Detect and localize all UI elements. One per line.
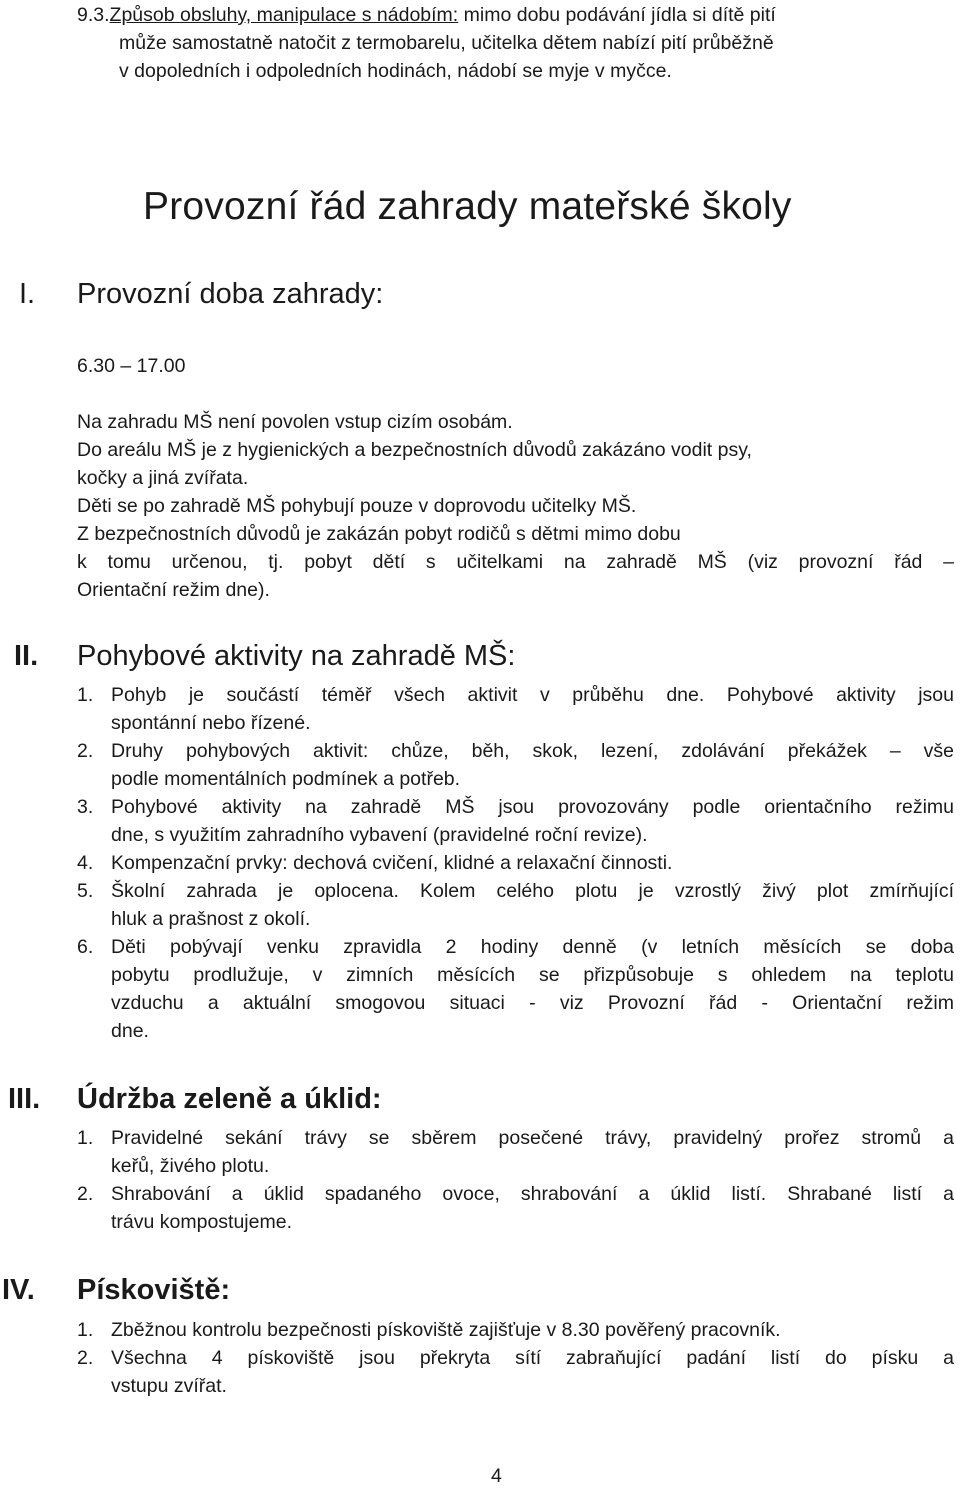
page-number: 4 — [491, 1465, 502, 1487]
section-1-title: Provozní doba zahrady: — [77, 278, 384, 310]
section-3-number: III. — [8, 1083, 41, 1115]
list-item-cont: spontánní nebo řízené. — [111, 712, 311, 734]
section-2-number: II. — [14, 640, 39, 672]
list-item-cont: dne, s využitím zahradního vybavení (pravidelné roční revize). — [111, 824, 648, 846]
page-title: Provozní řád zahrady mateřské školy — [143, 185, 792, 228]
list-item-cont: vstupu zvířat. — [111, 1375, 227, 1397]
intro-number: 9.3. — [77, 4, 110, 26]
intro-label: Způsob obsluhy, manipulace s nádobím: — [109, 4, 459, 26]
section-4-title: Pískoviště: — [77, 1274, 231, 1306]
opening-hours: 6.30 – 17.00 — [77, 355, 186, 377]
list-item-cont: keřů, živého plotu. — [111, 1155, 270, 1177]
section-2-title: Pohybové aktivity na zahradě MŠ: — [77, 640, 516, 672]
intro-line-2: může samostatně natočit z termobarelu, učitelka dětem nabízí pití průběžně — [119, 32, 774, 54]
intro-line-1 — [77, 1, 776, 29]
intro-line-3: v dopoledních i odpoledních hodinách, nádobí se myje v myčce. — [119, 60, 672, 82]
section-1-line-4: Děti se po zahradě MŠ pohybují pouze v doprovodu učitelky MŠ. — [77, 495, 637, 517]
section-1-line-7: Orientační režim dne). — [77, 579, 270, 601]
section-4-number: IV. — [2, 1274, 35, 1306]
list-item-cont: vzduchu a aktuální smogovou situaci - viz Provozní řád - Orientační režim — [111, 992, 954, 1014]
list-item-cont: podle momentálních podmínek a potřeb. — [111, 768, 461, 790]
section-3-title: Údržba zeleně a úklid: — [77, 1083, 382, 1115]
section-1-number: I. — [19, 278, 36, 310]
section-1-line-1: Na zahradu MŠ není povolen vstup cizím osobám. — [77, 411, 513, 433]
list-item-cont: pobytu prodlužuje, v zimních měsících se přizpůsobuje s ohledem na teplotu — [111, 964, 954, 986]
intro-line1-rest: mimo dobu podávání jídla si dítě pití — [458, 4, 776, 26]
list-item-cont: dne. — [111, 1020, 149, 1042]
list-item-cont: trávu kompostujeme. — [111, 1211, 292, 1233]
section-1-line-5: Z bezpečnostních důvodů je zakázán pobyt rodičů s dětmi mimo dobu — [77, 523, 681, 545]
section-1-line-3: kočky a jiná zvířata. — [77, 467, 249, 489]
list-item-cont: hluk a prašnost z okolí. — [111, 908, 311, 930]
section-1-line-2: Do areálu MŠ je z hygienických a bezpečnostních důvodů zakázáno vodit psy, — [77, 439, 752, 461]
section-1-line-6: k tomu určenou, tj. pobyt dětí s učitelkami na zahradě MŠ (viz provozní řád – — [77, 551, 954, 573]
